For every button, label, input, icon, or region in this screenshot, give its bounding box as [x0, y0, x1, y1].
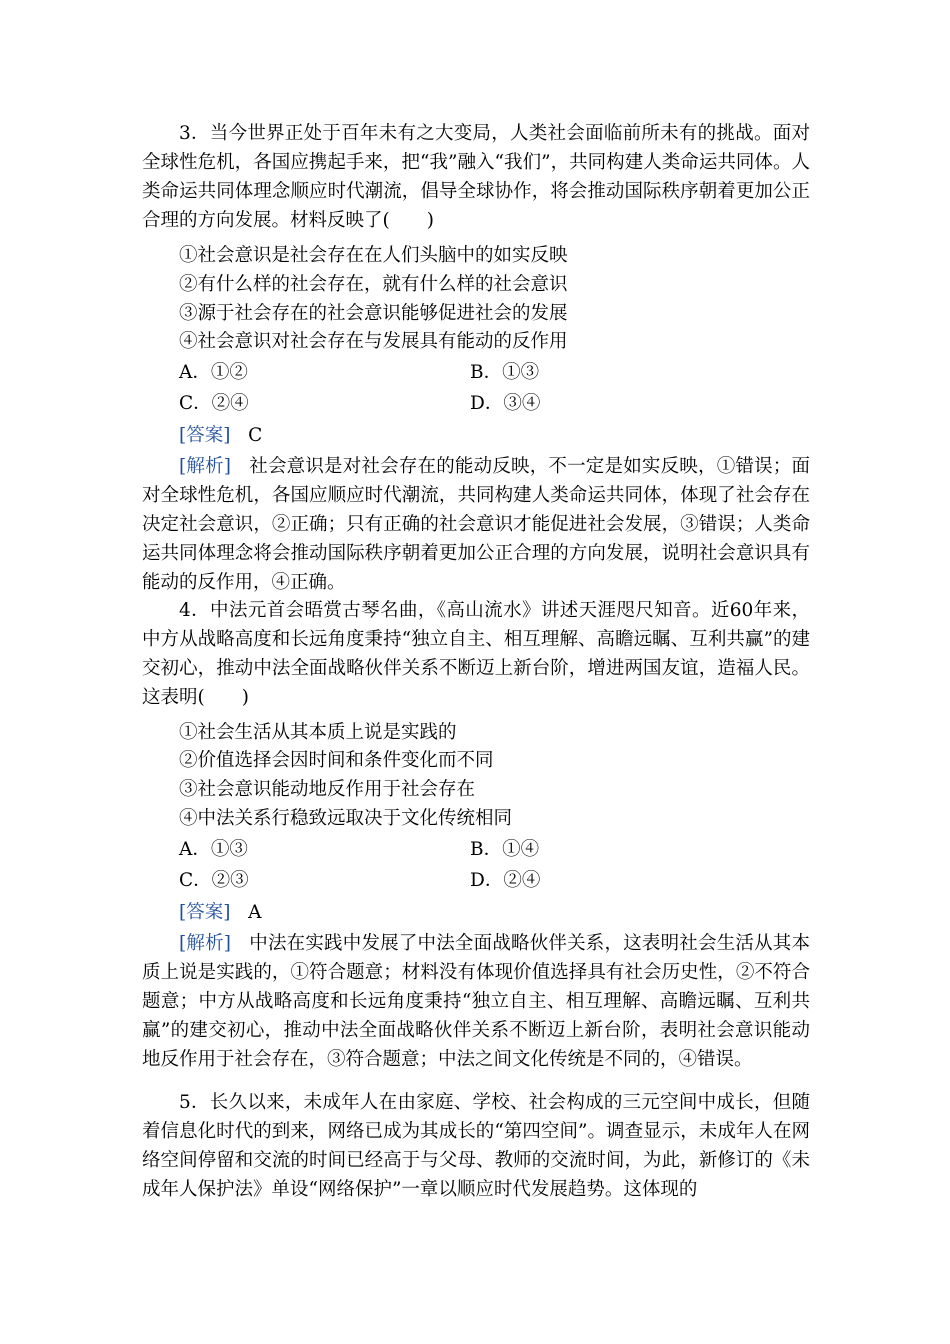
- analysis-tag: [解析]: [179, 933, 232, 954]
- choice-d: D．③④: [470, 393, 541, 414]
- choice-b: B．①④: [470, 839, 540, 860]
- answer-line: [179, 421, 262, 450]
- answer-line: [179, 898, 261, 927]
- analysis-body: 社会意识是对社会存在的能动反映，不一定是如实反映，①错误；面对全球性危机，各国应顺应时代潮流，共同构建人类命运共同体，体现了社会存在决定社会意识，②正确；只有正确的社会意识才能促进社会发展，③错误；人类命运共同体理念将会推动国际秩序朝着更加公正合理的方向发展，说明社会意识具有能动的反作用，④正确。: [142, 456, 810, 593]
- statement-4: ④社会意识对社会存在与发展具有能动的反作用: [179, 331, 568, 352]
- statement-2: ②价值选择会因时间和条件变化而不同: [179, 750, 494, 771]
- statement-4: ④中法关系行稳致远取决于文化传统相同: [179, 808, 513, 829]
- analysis-text: [142, 452, 810, 597]
- question-5: [142, 1088, 810, 1204]
- choice-c: C．②④: [179, 393, 249, 414]
- analysis-block: [142, 929, 810, 1074]
- choice-b: B．①③: [470, 362, 540, 383]
- analysis-block: [142, 452, 810, 597]
- question-stem: 4．中法元首会晤赏古琴名曲，《高山流水》讲述天涯咫尺知音。近60年来，中方从战略高度和长远角度秉持“独立自主、相互理解、高瞻远瞩、互利共赢”的建交初心，推动中法全面战略伙伴关系不断迈上新台阶，增进两国友谊，造福人民。这表明( ): [142, 600, 810, 708]
- answer-tag: [答案]: [179, 425, 231, 446]
- choice-c: C．②③: [179, 870, 249, 891]
- question-stem: 5．长久以来，未成年人在由家庭、学校、社会构成的三元空间中成长，但随着信息化时代的到来，网络已成为其成长的“第四空间”。调查显示，未成年人在网络空间停留和交流的时间已经高于与父母、教师的交流时间，为此，新修订的《未成年人保护法》单设“网络保护”一章以顺应时代发展趋势。这体现的: [142, 1092, 810, 1200]
- answer-value: C: [248, 425, 263, 446]
- analysis-tag: [解析]: [179, 456, 232, 477]
- question-3: [142, 119, 810, 235]
- statement-3: ③源于社会存在的社会意识能够促进社会的发展: [179, 303, 568, 324]
- statement-1: ①社会生活从其本质上说是实践的: [179, 722, 457, 743]
- analysis-text: [142, 929, 810, 1074]
- choice-a: A．①②: [179, 362, 248, 383]
- question-4: [142, 596, 810, 712]
- statement-1: ①社会意识是社会存在在人们头脑中的如实反映: [179, 245, 568, 266]
- question-stem: 3．当今世界正处于百年未有之大变局，人类社会面临前所未有的挑战。面对全球性危机，各国应携起手来，把“我”融入“我们”，共同构建人类命运共同体。人类命运共同体理念顺应时代潮流，倡导全球协作，将会推动国际秩序朝着更加公正合理的方向发展。材料反映了( ): [142, 123, 810, 231]
- choice-d: D．②④: [470, 870, 541, 891]
- statement-2: ②有什么样的社会存在，就有什么样的社会意识: [179, 274, 568, 295]
- analysis-body: 中法在实践中发展了中法全面战略伙伴关系，这表明社会生活从其本质上说是实践的，①符合题意；材料没有体现价值选择具有社会历史性，②不符合题意；中方从战略高度和长远角度秉持“独立自主、相互理解、高瞻远瞩、互利共赢”的建交初心，推动中法全面战略伙伴关系不断迈上新台阶，表明社会意识能动地反作用于社会存在，③符合题意；中法之间文化传统是不同的，④错误。: [142, 933, 810, 1070]
- answer-value: A: [248, 902, 262, 923]
- answer-tag: [答案]: [179, 902, 231, 923]
- choice-a: A．①③: [179, 839, 248, 860]
- statement-3: ③社会意识能动地反作用于社会存在: [179, 779, 476, 800]
